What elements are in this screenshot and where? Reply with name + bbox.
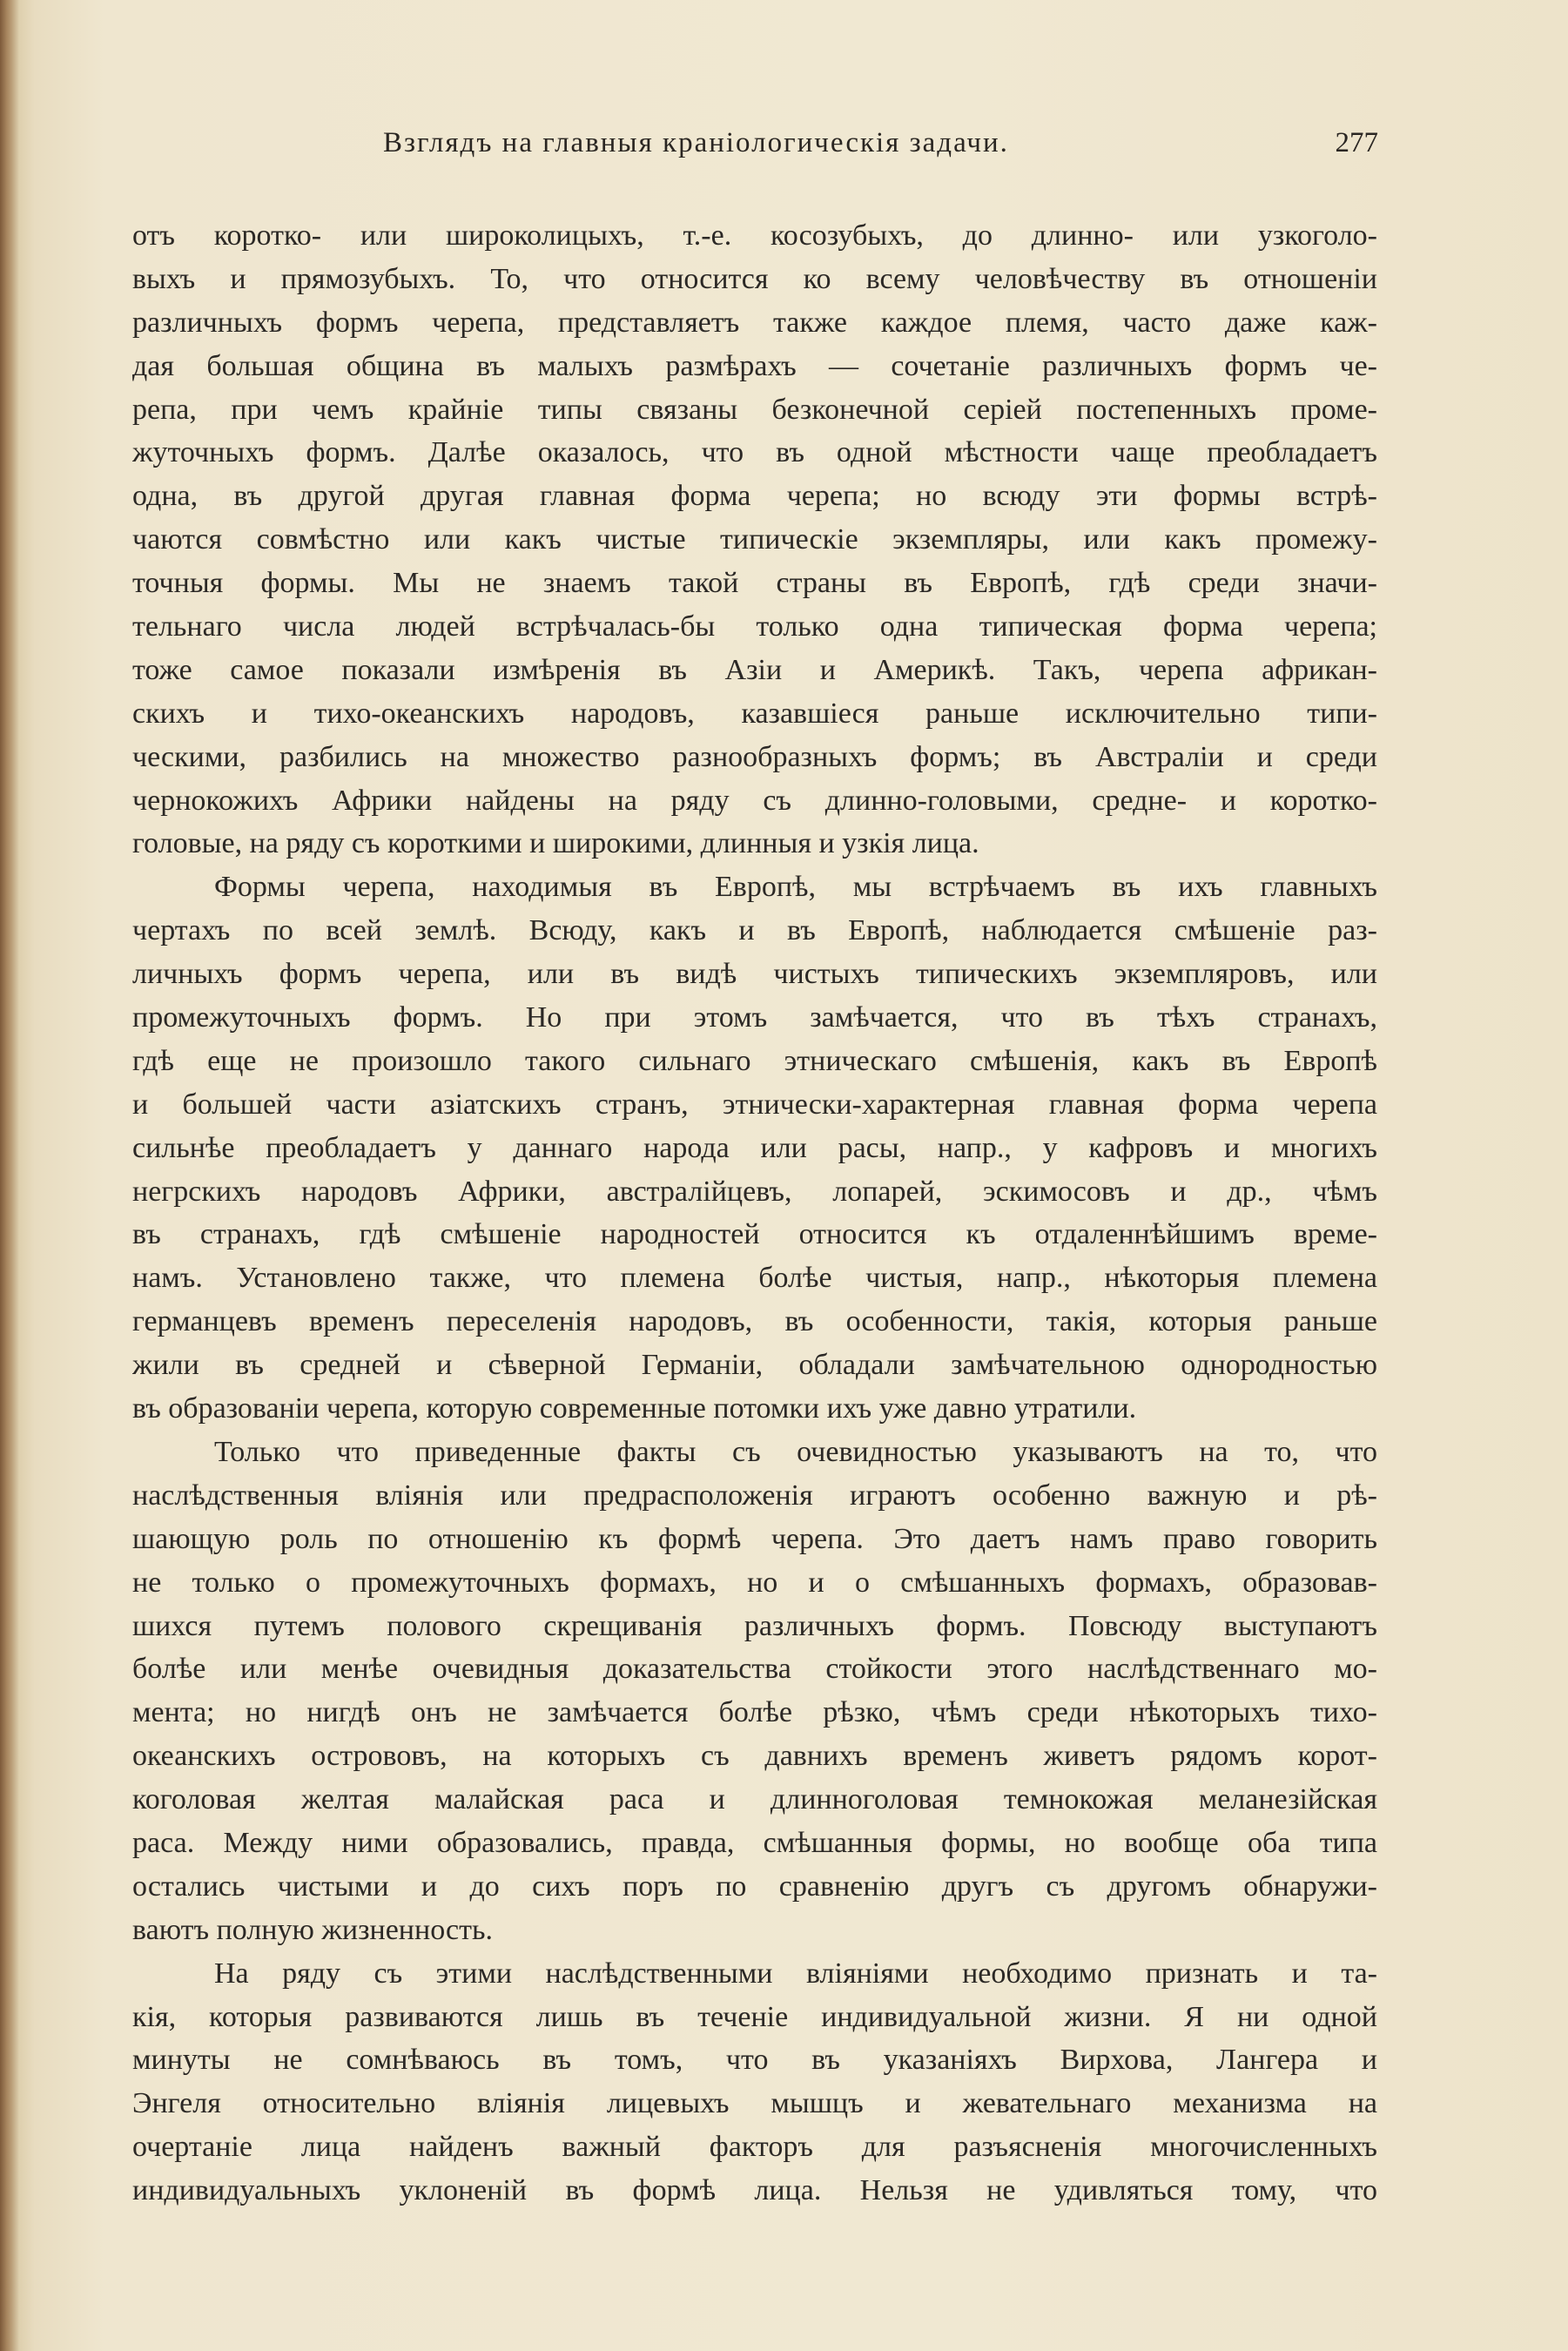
page-number: 277: [1335, 127, 1378, 158]
page-spine-shadow: [0, 0, 19, 2351]
text-line: тельнаго числа людей встрѣчалась-бы только одна типическая форма черепа;: [132, 610, 1377, 643]
text-line: остались чистыми и до сихъ поръ по сравненію другъ съ другомъ обнаружи-: [132, 1869, 1377, 1903]
text-line: болѣе или менѣе очевидныя доказательства стойкости этого наслѣдственнаго мо-: [132, 1653, 1377, 1686]
text-line: индивидуальныхъ уклоненій въ формѣ лица. Нельзя не удивляться тому, что: [132, 2174, 1377, 2207]
text-line: одна, въ другой другая главная форма черепа; но всюду эти формы встрѣ-: [132, 480, 1377, 513]
running-title: Взглядъ на главныя краніологическія задачи.: [383, 127, 1009, 158]
text-line: не только о промежуточныхъ формахъ, но и о смѣшанныхъ формахъ, образовав-: [132, 1566, 1377, 1599]
text-line: гдѣ еще не произошло такого сильнаго этническаго смѣшенія, какъ въ Европѣ: [132, 1044, 1377, 1077]
text-line: различныхъ формъ черепа, представляетъ также каждое племя, часто даже каж-: [132, 306, 1377, 339]
text-line: минуты не сомнѣваюсь въ томъ, что въ указаніяхъ Вирхова, Лангера и: [132, 2044, 1377, 2077]
text-line: промежуточныхъ формъ. Но при этомъ замѣчается, что въ тѣхъ странахъ,: [132, 1001, 1377, 1034]
text-line: намъ. Установлено также, что племена болѣе чистыя, напр., нѣкоторыя племена: [132, 1262, 1377, 1295]
body-text: [132, 214, 1377, 2213]
text-line: головые, на ряду съ короткими и широкими, длинныя и узкія лица.: [132, 827, 979, 860]
text-line: и большей части азіатскихъ странъ, этнически-характерная главная форма черепа: [132, 1088, 1377, 1121]
text-line: мента; но нигдѣ онъ не замѣчается болѣе рѣзко, чѣмъ среди нѣкоторыхъ тихо-: [132, 1696, 1377, 1729]
text-line: очертаніе лица найденъ важный факторъ для разъясненія многочисленныхъ: [132, 2131, 1377, 2164]
text-line: чернокожихъ Африки найдены на ряду съ длинно-головыми, средне- и коротко-: [132, 784, 1377, 817]
text-line: кія, которыя развиваются лишь въ теченіе индивидуальной жизни. Я ни одной: [132, 2000, 1377, 2033]
text-line: Энгеля относительно вліянія лицевыхъ мышцъ и жевательнаго механизма на: [132, 2087, 1377, 2120]
text-line: германцевъ временъ переселенія народовъ, въ особенности, такія, которыя раньше: [132, 1305, 1377, 1338]
text-line: выхъ и прямозубыхъ. То, что относится ко всему человѣчеству въ отношеніи: [132, 262, 1377, 295]
paragraph-first-line: На ряду съ этими наслѣдственными вліяніями необходимо признать и та-: [214, 1957, 1377, 1990]
text-line: жуточныхъ формъ. Далѣе оказалось, что въ одной мѣстности чаще преобладаетъ: [132, 436, 1377, 469]
text-line: репа, при чемъ крайніе типы связаны безконечной серіей постепенныхъ проме-: [132, 393, 1377, 426]
text-line: чаются совмѣстно или какъ чистые типическіе экземпляры, или какъ промежу-: [132, 523, 1377, 556]
text-line: отъ коротко- или широколицыхъ, т.-е. косозубыхъ, до длинно- или узкоголо-: [132, 219, 1377, 252]
paragraph-first-line: Только что приведенные факты съ очевидностью указываютъ на то, что: [214, 1435, 1377, 1468]
text-line: въ образованіи черепа, которую современные потомки ихъ уже давно утратили.: [132, 1392, 1137, 1425]
text-line: коголовая желтая малайская раса и длинноголовая темнокожая меланезійская: [132, 1783, 1377, 1816]
text-line: океанскихъ острововъ, на которыхъ съ давнихъ временъ живетъ рядомъ корот-: [132, 1740, 1377, 1773]
text-line: наслѣдственныя вліянія или предрасположенія играютъ особенно важную и рѣ-: [132, 1479, 1377, 1512]
text-line: раса. Между ними образовались, правда, смѣшанныя формы, но вообще оба типа: [132, 1826, 1377, 1859]
text-line: личныхъ формъ черепа, или въ видѣ чистыхъ типическихъ экземпляровъ, или: [132, 958, 1377, 991]
text-line: шающую роль по отношенію къ формѣ черепа. Это даетъ намъ право говорить: [132, 1522, 1377, 1555]
text-line: дая большая община въ малыхъ размѣрахъ — сочетаніе различныхъ формъ че-: [132, 349, 1377, 382]
text-line: въ странахъ, гдѣ смѣшеніе народностей относится къ отдаленнѣйшимъ време-: [132, 1218, 1377, 1251]
text-line: жили въ средней и сѣверной Германіи, обладали замѣчательною однородностью: [132, 1349, 1377, 1382]
text-line: сильнѣе преобладаетъ у даннаго народа или расы, напр., у кафровъ и многихъ: [132, 1131, 1377, 1164]
text-line: точныя формы. Мы не знаемъ такой страны въ Европѣ, гдѣ среди значи-: [132, 567, 1377, 600]
text-line: негрскихъ народовъ Африки, австралійцевъ, лопарей, эскимосовъ и др., чѣмъ: [132, 1175, 1377, 1208]
text-line: шихся путемъ полового скрещиванія различныхъ формъ. Повсюду выступаютъ: [132, 1609, 1377, 1642]
text-line: ческими, разбились на множество разнообразныхъ формъ; въ Австраліи и среди: [132, 740, 1377, 773]
text-line: чертахъ по всей землѣ. Всюду, какъ и въ Европѣ, наблюдается смѣшеніе раз-: [132, 914, 1377, 947]
text-line: ваютъ полную жизненность.: [132, 1913, 493, 1946]
paragraph-first-line: Формы черепа, находимыя въ Европѣ, мы встрѣчаемъ въ ихъ главныхъ: [214, 871, 1377, 904]
text-line: тоже самое показали измѣренія въ Азіи и Америкѣ. Такъ, черепа африкан-: [132, 653, 1377, 686]
text-line: скихъ и тихо-океанскихъ народовъ, казавшіеся раньше исключительно типи-: [132, 697, 1377, 730]
